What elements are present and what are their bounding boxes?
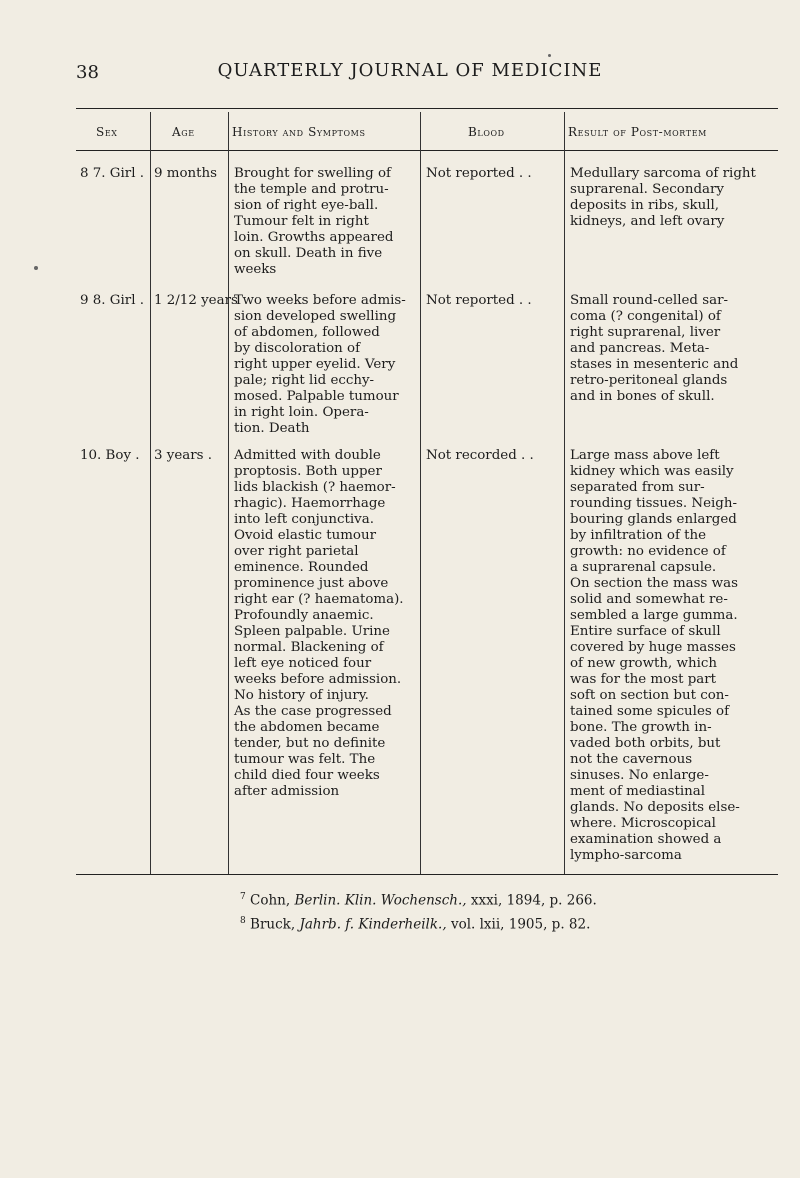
cell-history: Two weeks before admis- sion developed swelling of abdomen, followed by discoloration of right upper eyelid. Very pale; right lid ecchy- mosed. Palpable tumour in right loin. Opera- tion. Death [234,293,406,436]
cell-age: 1 2/12 years [154,293,238,308]
column-header-age: Age [172,125,195,139]
cell-sex: 8 7. Girl . [80,166,144,181]
column-divider [228,112,229,874]
cell-blood: Not reported . . [426,293,532,308]
footnote-journal: Berlin. Klin. Wochensch., [294,892,467,909]
column-divider [150,112,151,874]
footnote-mark: 7 [240,892,246,902]
cell-history: Admitted with double proptosis. Both upper lids blackish (? haemor- rhagic). Haemorrhage into left conjunctiva. Ovoid elastic tumour over right parietal eminence. Rounded prominence just above right ear (? haematoma). Profoundly anaemic. Spleen palpable. Urine normal. Blackening of left eye noticed four weeks before admission. No history of injury. As the case progressed the abdomen became tender, but no definite tumour was felt. The child died four weeks after admission [234,448,404,799]
cell-history: Brought for swelling of the temple and protru- sion of right eye-ball. Tumour felt in right loin. Growths appeared on skull. Death in five weeks [234,166,394,277]
running-title: QUARTERLY JOURNAL OF MEDICINE [217,60,603,81]
column-header-history: History and Symptoms [232,125,366,139]
cell-post-mortem: Small round-celled sar- coma (? congenital) of right suprarenal, liver and pancreas. Meta- stases in mesenteric and retro-peritoneal glands and in bones of skull. [570,293,739,404]
footnote-mark: 8 [240,915,246,926]
cell-post-mortem: Medullary sarcoma of right suprarenal. Secondary deposits in ribs, skull, kidneys, and left ovary [570,166,756,229]
ink-speck [34,266,38,270]
footnote-journal: Jahrb. f. Kinderheilk., [299,916,447,932]
cell-sex: 10. Boy . [80,448,140,463]
footnote-author: Bruck, [250,916,296,932]
page-number: 38 [76,62,99,83]
cell-age: 3 years . [154,448,213,463]
table-top-rule [76,108,778,109]
column-header-blood: Blood [468,125,505,139]
column-header-sex: Sex [96,125,118,139]
cell-post-mortem: Large mass above left kidney which was easily separated from sur- rounding tissues. Neigh- bouring glands enlarged by infiltration of the growth: no evidence of a suprarenal capsule. On section the mass was solid and somewhat re- sembled a large gumma. Entire surface of skull covered by huge masses of new growth, which was for the most part soft on section but con- tained some spicules of bone. The growth in- vaded both orbits, but not the cavernous sinuses. No enlarge- ment of mediastinal glands. No deposits else- where. Microscopical examination showed a lympho-sarcoma [570,448,740,863]
cell-age: 9 months [154,166,218,181]
column-divider [420,112,421,874]
footnote-details: vol. lxii, 1905, p. 82. [450,916,591,932]
table-bottom-rule [76,874,778,875]
column-header-post-mortem: Result of Post-mortem [568,125,707,139]
cell-sex: 9 8. Girl . [80,293,144,308]
column-divider [564,112,565,874]
cell-blood: Not reported . . [426,166,532,181]
header-bottom-rule [76,150,778,151]
footnote [240,887,597,911]
footnote-details: xxxi, 1894, p. 266. [470,892,597,909]
footnote-author: Cohn, [250,892,291,909]
footnote [240,911,597,935]
footnotes [240,887,597,934]
cell-blood: Not recorded . . [426,448,534,463]
ink-speck [548,54,551,57]
